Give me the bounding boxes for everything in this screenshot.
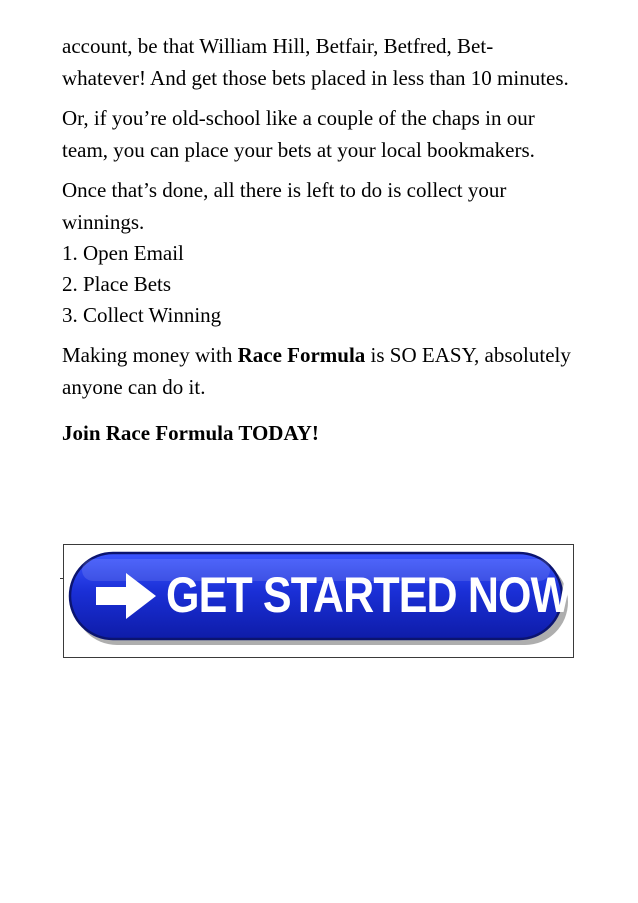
get-started-label: GET STARTED NOW	[166, 567, 571, 623]
paragraph-old-school: Or, if you’re old-school like a couple of the chaps in our team, you can place your bets at your local bookmakers.	[62, 106, 535, 162]
join-heading: Join Race Formula TODAY!	[62, 421, 319, 445]
get-started-button[interactable]	[68, 551, 570, 649]
paragraph-easy	[62, 339, 572, 403]
paragraph-account: account, be that William Hill, Betfair, Betfred, Bet-whatever! And get those bets placed in less than 10 minutes.	[62, 34, 569, 90]
step-item: 3. Collect Winning	[62, 303, 222, 327]
step-item: 2. Place Bets	[62, 272, 172, 296]
document-body	[62, 30, 572, 449]
step-item: 1. Open Email	[62, 241, 184, 265]
brand-name: Race Formula	[237, 343, 366, 367]
easy-text-after: is SO EASY, absolutely anyone can do it.	[62, 343, 571, 399]
steps-list	[62, 238, 572, 331]
easy-text-before: Making money with	[62, 343, 238, 367]
cta-frame	[63, 544, 574, 658]
paragraph-collect: Once that’s done, all there is left to do is collect your winnings.	[62, 178, 507, 234]
